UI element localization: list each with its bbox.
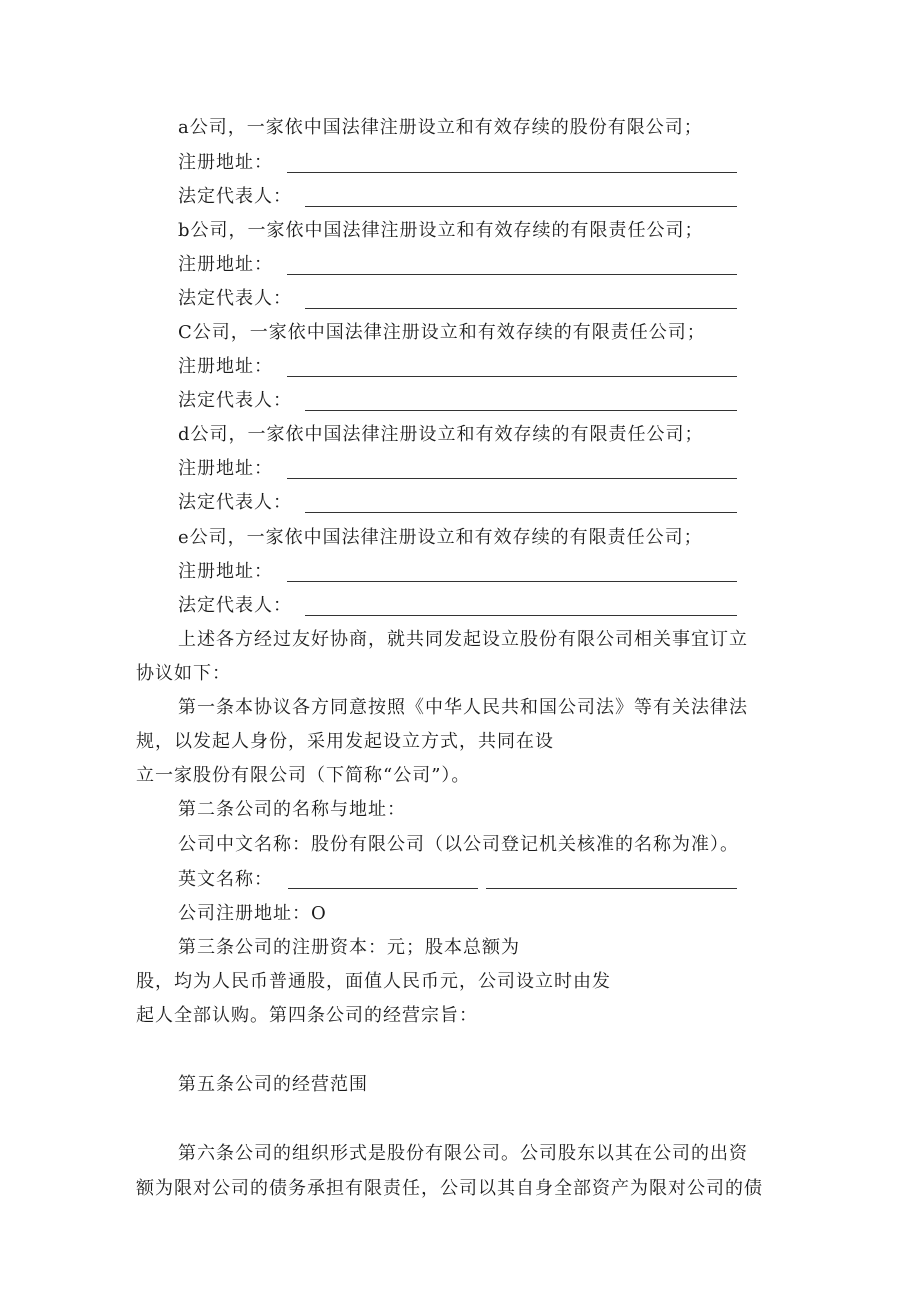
article-2-title: 第二条公司的名称与地址： — [178, 799, 406, 820]
article-3-line-1: 第三条公司的注册资本：元；股本总额为 — [178, 937, 520, 958]
party-c-intro: C公司，一家依中国法律注册设立和有效存续的有限责任公司； — [178, 322, 706, 343]
party-b-rep-blank — [305, 308, 737, 309]
party-e-intro: e公司，一家依中国法律注册设立和有效存续的有限责任公司； — [178, 527, 703, 548]
party-a-rep-blank — [305, 206, 737, 207]
party-d-rep-label: 法定代表人： — [178, 492, 292, 513]
party-b-rep-label: 法定代表人： — [178, 288, 292, 309]
party-d-address-blank — [287, 478, 737, 479]
article-2-en-name-label: 英文名称： — [178, 869, 273, 890]
article-1-line-1: 第一条本协议各方同意按照《中华人民共和国公司法》等有关法律法 — [178, 697, 748, 718]
article-1-line-3: 立一家股份有限公司（下简称“公司”）。 — [136, 765, 471, 786]
party-d-rep-blank — [305, 512, 737, 513]
article-3-line-2: 股，均为人民币普通股，面值人民币元，公司设立时由发 — [136, 971, 611, 992]
party-a-rep-label: 法定代表人： — [178, 186, 292, 207]
party-d-address-label: 注册地址： — [178, 458, 273, 479]
party-e-address-label: 注册地址： — [178, 561, 273, 582]
article-3-line-3: 起人全部认购。第四条公司的经营宗旨： — [136, 1005, 478, 1026]
article-1-line-2: 规，以发起人身份，采用发起设立方式，共同在设 — [136, 731, 554, 752]
article-5-title: 第五条公司的经营范围 — [178, 1074, 368, 1095]
party-a-intro: a公司，一家依中国法律注册设立和有效存续的股份有限公司； — [178, 117, 703, 138]
party-b-address-blank — [287, 274, 737, 275]
preamble-line-2: 协议如下： — [136, 663, 231, 684]
party-d-intro: d公司，一家依中国法律注册设立和有效存续的有限责任公司； — [178, 424, 704, 445]
article-6-line-1: 第六条公司的组织形式是股份有限公司。公司股东以其在公司的出资 — [178, 1143, 748, 1164]
party-c-rep-blank — [305, 410, 737, 411]
party-b-intro: b公司，一家依中国法律注册设立和有效存续的有限责任公司； — [178, 220, 704, 241]
article-2-cn-name: 公司中文名称：股份有限公司（以公司登记机关核准的名称为准）。 — [178, 834, 739, 855]
party-a-address-blank — [287, 172, 737, 173]
party-e-address-blank — [287, 581, 737, 582]
article-2-address: 公司注册地址：O — [178, 903, 327, 924]
party-a-address-label: 注册地址： — [178, 152, 273, 173]
party-c-address-label: 注册地址： — [178, 356, 273, 377]
en-name-blank-2 — [486, 888, 737, 889]
party-c-rep-label: 法定代表人： — [178, 390, 292, 411]
article-6-line-2: 额为限对公司的债务承担有限责任，公司以其自身全部资产为限对公司的债 — [136, 1178, 763, 1199]
party-c-address-blank — [287, 376, 737, 377]
party-e-rep-blank — [305, 615, 737, 616]
preamble-line-1: 上述各方经过友好协商，就共同发起设立股份有限公司相关事宜订立 — [178, 629, 748, 650]
party-b-address-label: 注册地址： — [178, 254, 273, 275]
en-name-blank-1 — [288, 888, 478, 889]
party-e-rep-label: 法定代表人： — [178, 595, 292, 616]
